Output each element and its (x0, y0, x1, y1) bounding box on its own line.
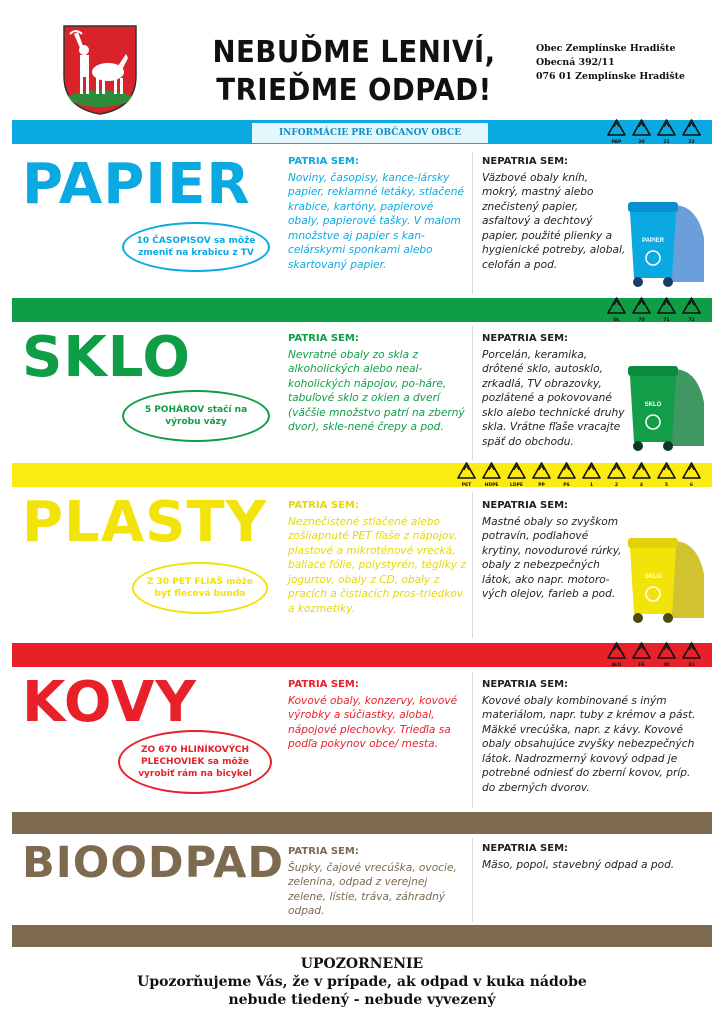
plasty-belongs-text: Neznečistené stlačené alebo zošliapnuté PET fľaše z nápojov, plastové a mikroténové vrecká, baliace fólie, polystyrén, téglíky z jogurtov, obaly z CD, obaly z pracích a čistiacich pros-triedkov a kozmetiky. (288, 515, 466, 615)
address-line3: 076 01 Zemplínske Hradište (536, 71, 685, 82)
recycle-symbol-icon (606, 641, 627, 669)
recycle-codes-metal (606, 641, 702, 669)
svg-text:SKLO: SKLO (644, 402, 662, 408)
warning-line2: nebude tiedený - nebude vyvezený (228, 992, 496, 1008)
plasty-not-belongs-heading: NEPATRIA SEM: (482, 500, 569, 511)
recycle-code-label: PP (538, 483, 545, 488)
address-line1: Obec Zemplínske Hradište (536, 43, 676, 54)
recycle-symbol-icon (481, 461, 502, 489)
plasty-belongs-heading: PATRIA SEM: (288, 500, 359, 511)
sklo-belongs (288, 332, 466, 435)
warning-footer (60, 955, 664, 1009)
warning-title: UPOZORNENIE (300, 956, 424, 972)
recycle-symbol-icon (681, 641, 702, 669)
headline-line2: TRIEĎME ODPAD! (216, 73, 492, 108)
recycle-code-label: 70 (638, 318, 645, 323)
recycle-symbol-icon (631, 641, 652, 669)
plasty-belongs (288, 499, 466, 616)
recycle-code-label: 1 (589, 483, 594, 488)
recycle-symbol-icon (681, 118, 702, 146)
band-kovy (12, 643, 712, 667)
recycle-codes-paper (606, 118, 702, 146)
bio-belongs (288, 845, 466, 919)
recycle-symbol-icon (606, 296, 627, 324)
recycle-code-label: GL (613, 318, 620, 323)
svg-text:PAPIER: PAPIER (642, 238, 664, 244)
category-title-plasty: PLASTY (22, 490, 268, 555)
sklo-belongs-heading: PATRIA SEM: (288, 333, 359, 344)
recycle-code-label: PET (461, 483, 472, 488)
recycle-symbol-icon (656, 296, 677, 324)
recycle-symbol-icon (631, 118, 652, 146)
band-bioodpad-bottom (12, 925, 712, 947)
recycle-symbol-icon (656, 641, 677, 669)
recycle-symbol-icon (656, 461, 677, 489)
papier-not-belongs (482, 155, 626, 272)
recycle-code-label: 21 (663, 140, 670, 145)
info-band (12, 120, 712, 144)
yellow-bin-icon (626, 534, 708, 624)
category-title-papier: PAPIER (22, 152, 251, 217)
recycle-code-label: HDPE (484, 483, 499, 488)
recycle-symbol-icon (556, 461, 577, 489)
papier-belongs-text: Noviny, časopisy, kance-lársky papier, reklamné letáky, stlačené krabice, kartóny, papierové obaly, papierové tašky. V malom množstve aj papier s kan-celárskymi sponkami alebo skartovaný papier. (288, 171, 464, 271)
recycle-code-label: 22 (688, 140, 695, 145)
category-title-bioodpad: BIOODPAD (22, 838, 285, 888)
recycle-code-label: PS (563, 483, 570, 488)
column-divider (472, 152, 473, 294)
municipality-address (536, 42, 724, 84)
recycle-symbol-icon (531, 461, 552, 489)
address-line2: Obecná 392/11 (536, 57, 615, 68)
bio-not-belongs (482, 842, 682, 872)
kovy-not-belongs (482, 678, 696, 795)
recycle-code-label: FE (638, 663, 645, 668)
papier-belongs-heading: PATRIA SEM: (288, 156, 359, 167)
plasty-not-belongs (482, 499, 626, 602)
headline (194, 34, 514, 110)
recycle-symbol-icon (681, 461, 702, 489)
recycle-symbol-icon (631, 461, 652, 489)
plasty-not-belongs-text: Mastné obaly so zvyškom potravín, podlahové krytiny, novodurové rúrky, obaly z nebezpečných látok, ako napr. motoro-vých olejov, farieb a pod. (482, 515, 622, 600)
recycle-code-label: 5 (664, 483, 669, 488)
column-divider (472, 492, 473, 638)
warning-line1: Upozorňujeme Vás, že v prípade, ak odpad v kuka nádobe (137, 974, 587, 990)
recycle-symbol-icon (656, 118, 677, 146)
sklo-not-belongs-heading: NEPATRIA SEM: (482, 333, 569, 344)
recycle-symbol-icon (606, 461, 627, 489)
recycle-symbol-icon (506, 461, 527, 489)
recycle-code-label: 2 (614, 483, 619, 488)
column-divider (472, 326, 473, 460)
papier-belongs (288, 155, 466, 272)
fact-oval-plasty: Z 30 PET FLIAŠ môže byť flecová bunda (132, 562, 268, 614)
category-title-kovy: KOVY (22, 670, 197, 735)
headline-line1: NEBUĎME LENIVÍ, (212, 35, 496, 70)
kovy-belongs (288, 678, 466, 752)
green-bin-icon (626, 362, 708, 452)
fact-oval-kovy: ZO 670 HLINÍKOVÝCH PLECHOVIEK sa môže vyrobiť rám na bicykel (118, 730, 272, 794)
recycle-symbol-icon (631, 296, 652, 324)
recycle-code-label: LDPE (510, 483, 523, 488)
recycle-code-label: 4 (639, 483, 644, 488)
recycle-symbol-icon (681, 296, 702, 324)
bio-not-belongs-heading: NEPATRIA SEM: (482, 843, 569, 854)
recycle-code-label: 40 (663, 663, 670, 668)
recycle-code-label: 6 (689, 483, 694, 488)
kovy-not-belongs-text: Kovové obaly kombinované s iným materiálom, napr. tuby z krémov a pást. Mäkké vrecúška, napr. z kávy. Kovové obaly obsahujúce zvyšky nebezpečných látok. Nadrozmerný kovový odpad je potrebné odniesť do zberní kovov, príp. do zberných dvorov. (482, 694, 696, 794)
category-title-sklo: SKLO (22, 325, 192, 390)
sklo-not-belongs (482, 332, 626, 449)
recycle-code-label: 20 (638, 140, 645, 145)
column-divider (472, 838, 473, 922)
papier-not-belongs-text: Väzbové obaly kníh, mokrý, mastný alebo znečistený papier, asfaltový a dechtový papier, použité plienky a hygienické potreby, alobal, celofán a pod. (482, 171, 626, 271)
recycle-symbol-icon (581, 461, 602, 489)
bio-belongs-heading: PATRIA SEM: (288, 846, 359, 857)
recycle-symbol-icon (456, 461, 477, 489)
recycle-codes-plastic (456, 461, 702, 489)
recycle-code-label: 72 (688, 318, 695, 323)
recycle-symbol-icon (606, 118, 627, 146)
column-divider (472, 672, 473, 808)
recycle-code-label: 41 (688, 663, 695, 668)
kovy-belongs-heading: PATRIA SEM: (288, 679, 359, 690)
bio-belongs-text: Šupky, čajové vrecúška, ovocie, zelenina, odpad z verejnej zelene, lístie, tráva, záhradný odpad. (288, 861, 457, 917)
kovy-not-belongs-heading: NEPATRIA SEM: (482, 679, 569, 690)
municipal-crest (62, 24, 138, 116)
papier-not-belongs-heading: NEPATRIA SEM: (482, 156, 569, 167)
kovy-belongs-text: Kovové obaly, konzervy, kovové výrobky a súčiastky, alobal, nápojové plechovky. Trieďia sa podľa pokynov obce/ mesta. (288, 694, 458, 750)
band-plasty (12, 463, 712, 487)
band-sklo (12, 298, 712, 322)
bio-not-belongs-text: Mäso, popol, stavebný odpad a pod. (482, 858, 675, 871)
fact-oval-sklo: 5 POHÁROV stačí na výrobu vázy (122, 390, 270, 442)
blue-bin-icon (626, 198, 708, 288)
recycle-code-label: PAP (611, 140, 622, 145)
band-bioodpad-top (12, 812, 712, 834)
fact-oval-papier: 10 ČASOPISOV sa môže zmeniť na krabicu z TV (122, 222, 270, 272)
sklo-not-belongs-text: Porcelán, keramika, drôtené sklo, autosklo, zrkadlá, TV obrazovky, pozlátené a pokovované sklo alebo technické druhy skla. Vrátne fľaše vracajte späť do obchodu. (482, 348, 625, 448)
recycle-code-label: ALU (611, 663, 622, 668)
sklo-belongs-text: Nevratné obaly zo skla z alkoholických alebo neal-koholických nápojov, po-háre, tabuľové sklo z okien a dverí (väčšie množstvo patrí na zberný dvor), skle-nené črepy a pod. (288, 348, 465, 433)
info-band-label: INFORMÁCIE PRE OBČANOV OBCE (252, 123, 488, 143)
recycle-codes-glass (606, 296, 702, 324)
recycle-code-label: 71 (663, 318, 670, 323)
svg-text:SKLO: SKLO (644, 574, 662, 580)
